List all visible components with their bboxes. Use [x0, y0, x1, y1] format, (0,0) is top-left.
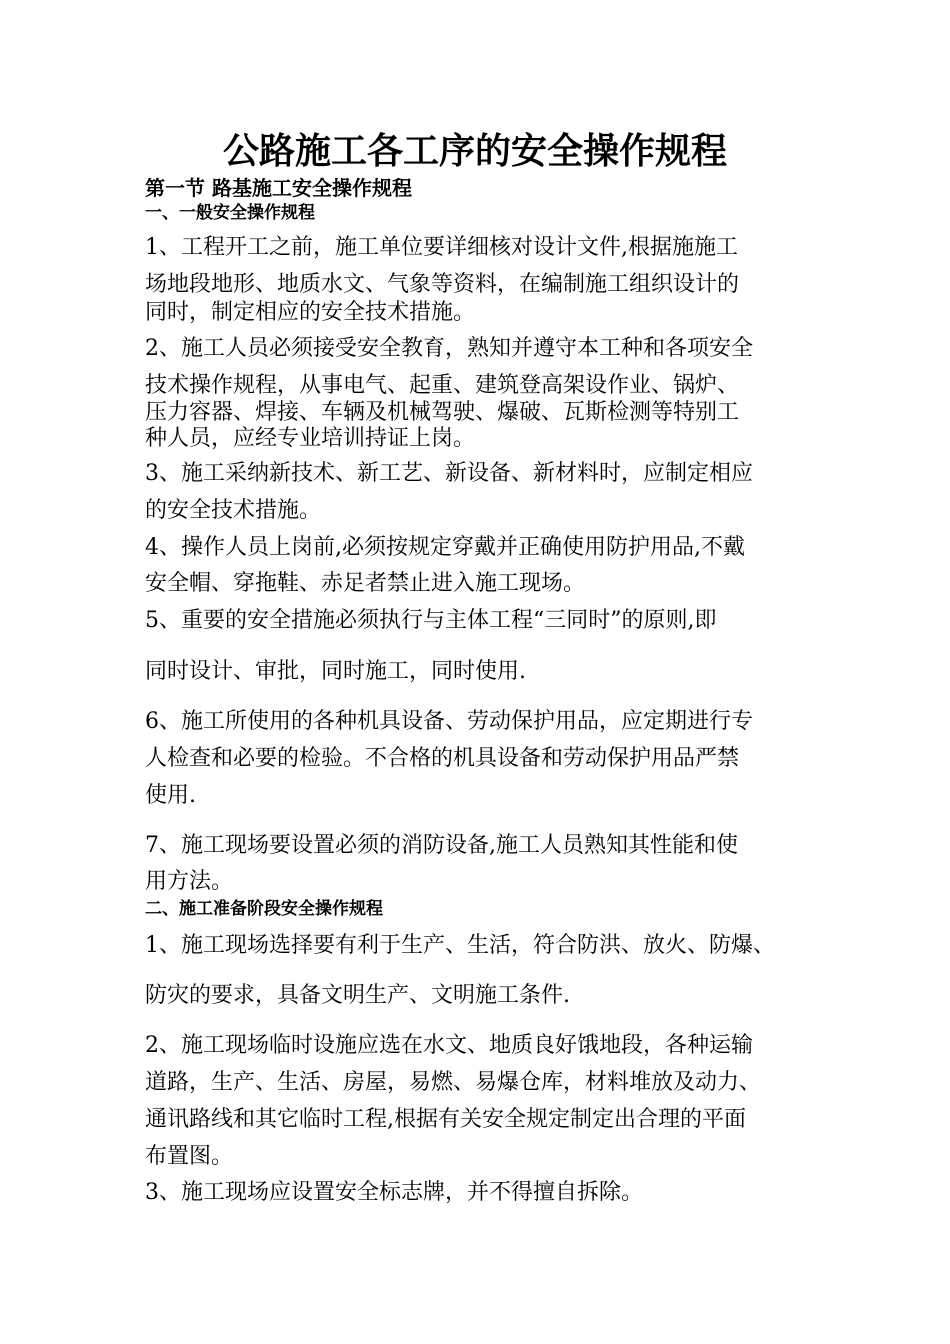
paragraph-line: 同时设计、审批，同时施工，同时使用.	[145, 659, 526, 684]
paragraph-line: 防灾的要求，具备文明生产、文明施工条件.	[145, 983, 570, 1008]
subsection-heading-preparation: 二、施工准备阶段安全操作规程	[145, 899, 383, 919]
paragraph-line: 1、施工现场选择要有利于生产、生活，符合防洪、放火、防爆、	[145, 933, 775, 958]
paragraph-line: 道路，生产、生活、房屋，易燃、易爆仓库，材料堆放及动力、	[145, 1070, 762, 1095]
paragraph-line: 1、工程开工之前，施工单位要详细核对设计文件,根据施施工	[145, 235, 738, 260]
paragraph-line: 5、重要的安全措施必须执行与主体工程“三同时”的原则,即	[145, 608, 717, 633]
paragraph-line: 用方法。	[145, 869, 234, 894]
paragraph-line: 6、施工所使用的各种机具设备、劳动保护用品，应定期进行专	[145, 709, 753, 734]
section-heading: 第一节 路基施工安全操作规程	[145, 176, 412, 200]
paragraph-line: 3、施工采纳新技术、新工艺、新设备、新材料时，应制定相应	[145, 461, 753, 486]
paragraph-line: 7、施工现场要设置必须的消防设备,施工人员熟知其性能和使	[145, 833, 738, 858]
paragraph-line: 3、施工现场应设置安全标志牌，并不得擅自拆除。	[145, 1180, 643, 1205]
paragraph-line: 技术操作规程，从事电气、起重、建筑登高架设作业、锅炉、	[145, 373, 740, 398]
paragraph-line: 安全帽、穿拖鞋、赤足者禁止进入施工现场。	[145, 571, 586, 596]
subsection-heading-general: 一、一般安全操作规程	[145, 203, 315, 223]
paragraph-line: 使用.	[145, 783, 196, 808]
paragraph-line: 的安全技术措施。	[145, 498, 322, 523]
paragraph-line: 通讯路线和其它临时工程,根据有关安全规定制定出合理的平面	[145, 1107, 746, 1132]
paragraph-line: 人检查和必要的检验。不合格的机具设备和劳动保护用品严禁	[145, 746, 740, 771]
paragraph-line: 压力容器、焊接、车辆及机械驾驶、爆破、瓦斯检测等特别工	[145, 400, 740, 425]
paragraph-line: 2、施工现场临时设施应选在水文、地质良好饿地段，各种运输	[145, 1033, 753, 1058]
document-title: 公路施工各工序的安全操作规程	[222, 130, 727, 172]
paragraph-line: 布置图。	[145, 1144, 234, 1169]
paragraph-line: 种人员，应经专业培训持证上岗。	[145, 426, 476, 451]
paragraph-line: 场地段地形、地质水文、气象等资料，在编制施工组织设计的	[145, 272, 740, 297]
paragraph-line: 同时，制定相应的安全技术措施。	[145, 300, 476, 325]
paragraph-line: 2、施工人员必须接受安全教育，熟知并遵守本工种和各项安全	[145, 336, 753, 361]
paragraph-line: 4、操作人员上岗前,必须按规定穿戴并正确使用防护用品,不戴	[145, 535, 745, 560]
